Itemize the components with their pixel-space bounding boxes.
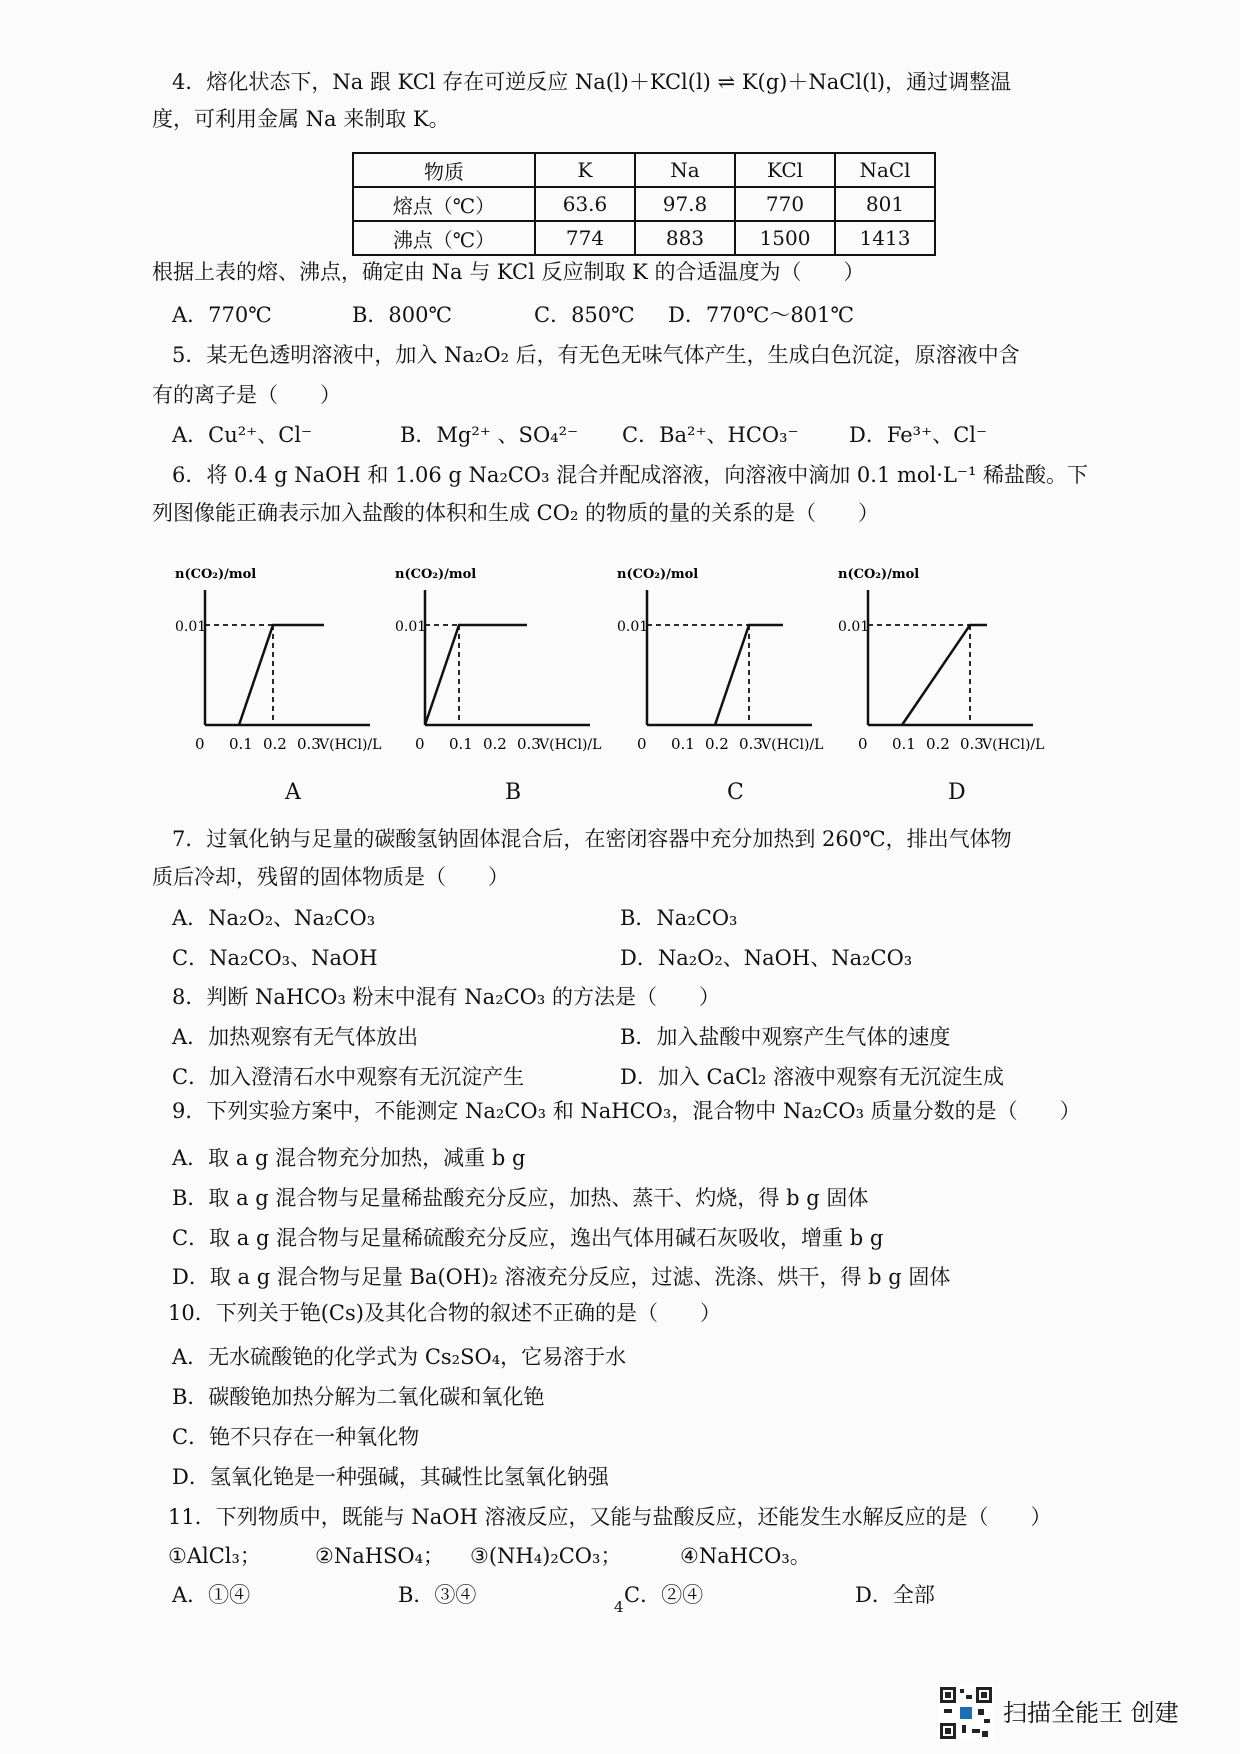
x-axis-label: V(HCl)/L (539, 737, 602, 753)
table-cell: 801 (835, 187, 935, 221)
q4-question: 根据上表的熔、沸点，确定由 Na 与 KCl 反应制取 K 的合适温度为（ ） (152, 260, 865, 284)
q10-option-d: D．氢氧化铯是一种强碱，其碱性比氢氧化钠强 (172, 1465, 609, 1489)
table-header-row (353, 153, 935, 187)
x-axis-label: V(HCl)/L (761, 737, 824, 753)
x-axis-label: V(HCl)/L (319, 737, 382, 753)
x-tick-label: 0.2 (483, 735, 507, 753)
q4-option-b: B．800℃ (352, 303, 453, 327)
graph-D (838, 565, 1053, 795)
graph-label: A (285, 780, 301, 805)
table-cell: KCl (735, 153, 835, 187)
q10-line1: 10．下列关于铯(Cs)及其化合物的叙述不正确的是（ ） (168, 1301, 721, 1325)
graph-label: D (948, 780, 966, 805)
table-cell: 63.6 (535, 187, 635, 221)
q5-option-c: C．Ba²⁺、HCO₃⁻ (622, 423, 799, 447)
q8-option-c: C．加入澄清石水中观察有无沉淀产生 (172, 1065, 525, 1089)
melting-boiling-table (352, 152, 936, 256)
table-cell: NaCl (835, 153, 935, 187)
x-tick-label: 0.3 (739, 735, 763, 753)
q10-option-b: B．碳酸铯加热分解为二氧化碳和氧化铯 (172, 1385, 545, 1409)
table-row (353, 187, 935, 221)
table-cell: 97.8 (635, 187, 735, 221)
q8-option-a: A．加热观察有无气体放出 (172, 1025, 419, 1049)
q9-option-d: D．取 a g 混合物与足量 Ba(OH)₂ 溶液充分反应，过滤、洗涤、烘干，得 b g 固体 (172, 1265, 951, 1289)
q8-option-d: D．加入 CaCl₂ 溶液中观察有无沉淀生成 (620, 1065, 1004, 1089)
y-axis-label: n(CO₂)/mol (395, 567, 477, 582)
q10-option-c: C．铯不只存在一种氧化物 (172, 1425, 420, 1449)
q11-option-d: D．全部 (855, 1583, 935, 1607)
q5-line2: 有的离子是（ ） (152, 383, 341, 407)
q11-item-1: ①AlCl₃； (168, 1544, 261, 1568)
y-tick-label: 0.01 (395, 619, 427, 635)
table-cell: K (535, 153, 635, 187)
x-tick-label: 0.1 (671, 735, 695, 753)
q11-item-3: ③(NH₄)₂CO₃； (470, 1544, 622, 1568)
q4-line1: 4．熔化状态下，Na 跟 KCl 存在可逆反应 Na(l)＋KCl(l) ⇌ K(g)＋NaCl(l)，通过调整温 (172, 70, 1012, 94)
x-tick-label: 0.3 (517, 735, 541, 753)
qr-code-icon (938, 1685, 994, 1741)
x-tick-label: 0.1 (449, 735, 473, 753)
x-tick-label: 0 (195, 735, 205, 753)
graph-label: B (505, 780, 522, 805)
table-cell: 熔点（℃） (353, 187, 535, 221)
q11-option-a: A．①④ (172, 1583, 251, 1607)
q4-line2: 度，可利用金属 Na 来制取 K。 (152, 107, 450, 131)
graph-svg (395, 565, 610, 765)
table-cell: Na (635, 153, 735, 187)
q7-line2: 质后冷却，残留的固体物质是（ ） (152, 865, 509, 889)
q5-option-b: B．Mg²⁺ 、SO₄²⁻ (400, 423, 579, 447)
graph-svg (838, 565, 1053, 765)
x-tick-label: 0.1 (892, 735, 916, 753)
q5-option-d: D．Fe³⁺、Cl⁻ (849, 423, 988, 447)
q11-item-2: ②NaHSO₄； (315, 1544, 445, 1568)
q9-line1: 9．下列实验方案中，不能测定 Na₂CO₃ 和 NaHCO₃，混合物中 Na₂CO₃ 质量分数的是（ ） (172, 1099, 1081, 1123)
q5-line1: 5．某无色透明溶液中，加入 Na₂O₂ 后，有无色无味气体产生，生成白色沉淀，原溶液中含 (172, 343, 1020, 367)
table-cell: 沸点（℃） (353, 221, 535, 255)
q7-option-d: D．Na₂O₂、NaOH、Na₂CO₃ (620, 946, 913, 970)
graph-label: C (727, 780, 744, 805)
x-tick-label: 0.2 (705, 735, 729, 753)
q10-option-a: A．无水硫酸铯的化学式为 Cs₂SO₄，它易溶于水 (172, 1345, 627, 1369)
q6-line1: 6．将 0.4 g NaOH 和 1.06 g Na₂CO₃ 混合并配成溶液，向溶液中滴加 0.1 mol·L⁻¹ 稀盐酸。下 (172, 463, 1089, 487)
x-tick-label: 0 (858, 735, 868, 753)
watermark-text: 扫描全能王 创建 (1003, 1699, 1179, 1727)
q11-option-c: C．②④ (624, 1583, 704, 1607)
series-line (239, 625, 324, 725)
x-tick-label: 0.3 (297, 735, 321, 753)
q11-option-b: B．③④ (398, 1583, 477, 1607)
graph-C (617, 565, 832, 795)
x-tick-label: 0.3 (960, 735, 984, 753)
y-tick-label: 0.01 (838, 619, 870, 635)
y-tick-label: 0.01 (175, 619, 207, 635)
y-axis-label: n(CO₂)/mol (175, 567, 257, 582)
q7-option-a: A．Na₂O₂、Na₂CO₃ (172, 906, 376, 930)
q9-option-b: B．取 a g 混合物与足量稀盐酸充分反应，加热、蒸干、灼烧，得 b g 固体 (172, 1186, 869, 1210)
table-cell: 1413 (835, 221, 935, 255)
table-cell: 774 (535, 221, 635, 255)
table-cell: 883 (635, 221, 735, 255)
table-row (353, 221, 935, 255)
q4-option-c: C．850℃ (534, 303, 635, 327)
q9-option-c: C．取 a g 混合物与足量稀硫酸充分反应，逸出气体用碱石灰吸收，增重 b g (172, 1226, 884, 1250)
x-tick-label: 0.1 (229, 735, 253, 753)
page-number: 4 (614, 1598, 624, 1616)
q6-line2: 列图像能正确表示加入盐酸的体积和生成 CO₂ 的物质的量的关系的是（ ） (152, 501, 880, 525)
q8-option-b: B．加入盐酸中观察产生气体的速度 (620, 1025, 951, 1049)
q8-line1: 8．判断 NaHCO₃ 粉末中混有 Na₂CO₃ 的方法是（ ） (172, 985, 720, 1009)
graph-A (175, 565, 390, 795)
series-line (902, 625, 987, 725)
table-cell: 1500 (735, 221, 835, 255)
x-tick-label: 0 (415, 735, 425, 753)
q9-option-a: A．取 a g 混合物充分加热，减重 b g (172, 1146, 526, 1170)
q4-option-d: D．770℃～801℃ (668, 303, 854, 327)
graph-svg (617, 565, 832, 765)
q4-option-a: A．770℃ (172, 303, 272, 327)
series-line (425, 625, 527, 725)
x-tick-label: 0.2 (926, 735, 950, 753)
x-tick-label: 0.2 (263, 735, 287, 753)
y-axis-label: n(CO₂)/mol (838, 567, 920, 582)
y-axis-label: n(CO₂)/mol (617, 567, 699, 582)
y-tick-label: 0.01 (617, 619, 649, 635)
q7-line1: 7．过氧化钠与足量的碳酸氢钠固体混合后，在密闭容器中充分加热到 260℃，排出气体物 (172, 827, 1012, 851)
x-tick-label: 0 (637, 735, 647, 753)
q11-item-4: ④NaHCO₃。 (680, 1544, 811, 1568)
graph-svg (175, 565, 390, 765)
table-cell: 物质 (353, 153, 535, 187)
q5-option-a: A．Cu²⁺、Cl⁻ (172, 423, 313, 447)
q11-line1: 11．下列物质中，既能与 NaOH 溶液反应，又能与盐酸反应，还能发生水解反应的是（ ） (168, 1505, 1052, 1529)
q7-option-b: B．Na₂CO₃ (620, 906, 738, 930)
table-cell: 770 (735, 187, 835, 221)
q7-option-c: C．Na₂CO₃、NaOH (172, 946, 378, 970)
graph-B (395, 565, 610, 795)
x-axis-label: V(HCl)/L (982, 737, 1045, 753)
